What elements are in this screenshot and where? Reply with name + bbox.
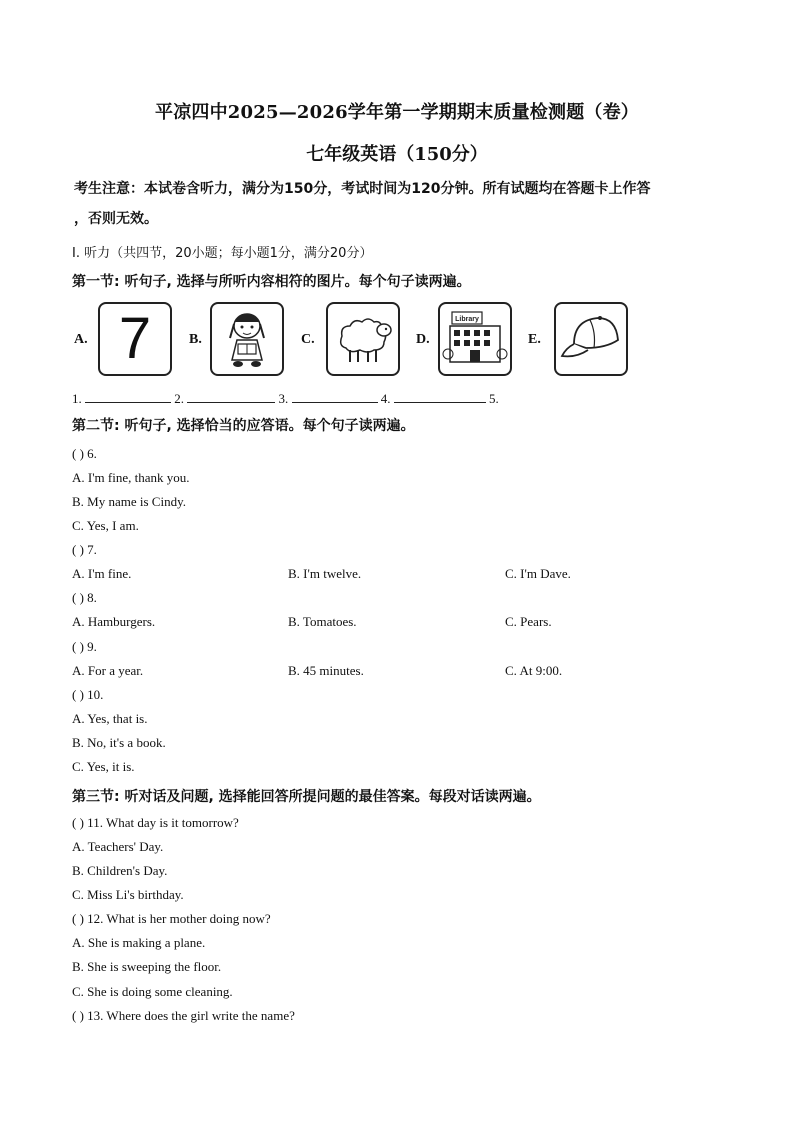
option-9a: A. For a year.: [72, 663, 144, 678]
option-12c: C. She is doing some cleaning.: [72, 984, 233, 999]
option-9c: C. At 9:00.: [505, 663, 563, 678]
option-6b: B. My name is Cindy.: [72, 494, 186, 509]
answer-blank-4[interactable]: [394, 390, 486, 403]
question-number: 7.: [87, 542, 97, 557]
question-12: [72, 911, 271, 927]
answer-blank-1[interactable]: [85, 390, 171, 403]
answer-number-4: 4.: [380, 391, 391, 406]
answer-bracket[interactable]: ( ): [72, 815, 84, 830]
girl-reading-icon: [212, 304, 282, 374]
question-10: [72, 687, 103, 703]
answer-bracket[interactable]: ( ): [72, 1008, 84, 1023]
question-13: [72, 1008, 295, 1024]
option-10c: C. Yes, it is.: [72, 759, 135, 774]
svg-text:Library: Library: [455, 316, 479, 323]
answer-bracket[interactable]: ( ): [72, 542, 84, 557]
answer-bracket[interactable]: ( ): [72, 911, 84, 926]
option-8c: C. Pears.: [505, 614, 552, 629]
question-11: [72, 815, 239, 831]
picture-a: [98, 302, 172, 376]
part1-heading: I. 听力（共四节，20小题；每小题1分，满分20分）: [72, 246, 373, 261]
question-9: [72, 639, 97, 655]
picture-letter-e: E.: [528, 332, 541, 347]
picture-letter-a: A.: [74, 332, 88, 347]
picture-letter-b: B.: [189, 332, 202, 347]
picture-e: [554, 302, 628, 376]
option-6c: C. Yes, I am.: [72, 518, 139, 533]
option-7a: A. I'm fine.: [72, 566, 132, 581]
answer-number-5: 5.: [489, 391, 499, 406]
picture-letter-d: D.: [416, 332, 430, 347]
answer-bracket[interactable]: ( ): [72, 639, 84, 654]
option-10b: B. No, it's a book.: [72, 735, 166, 750]
option-12a: A. She is making a plane.: [72, 935, 206, 950]
answer-bracket[interactable]: ( ): [72, 446, 84, 461]
option-11a: A. Teachers' Day.: [72, 839, 164, 854]
option-11b: B. Children's Day.: [72, 863, 168, 878]
section3-heading: 第三节: 听对话及问题, 选择能回答所提问题的最佳答案。每段对话读两遍。: [72, 789, 541, 805]
question-text: 11. What day is it tomorrow?: [87, 815, 239, 830]
number-seven-icon: 7: [118, 306, 152, 371]
question-7: [72, 542, 97, 558]
section1-heading: 第一节: 听句子, 选择与所听内容相符的图片。每个句子读两遍。: [72, 274, 471, 290]
option-11c: C. Miss Li's birthday.: [72, 887, 184, 902]
library-building-icon: [440, 304, 510, 374]
answer-blank-2[interactable]: [187, 390, 275, 403]
option-12b: B. She is sweeping the floor.: [72, 959, 222, 974]
section2-heading: 第二节: 听句子, 选择恰当的应答语。每个句子读两遍。: [72, 418, 415, 434]
notice-line-2: ，否则无效。: [74, 211, 158, 227]
sheep-icon: [328, 304, 398, 374]
answer-number-1: 1.: [72, 391, 82, 406]
question-number: 10.: [87, 687, 104, 702]
option-7b: B. I'm twelve.: [288, 566, 362, 581]
cap-icon: [556, 304, 626, 374]
question-8: [72, 590, 97, 606]
option-10a: A. Yes, that is.: [72, 711, 148, 726]
option-6a: A. I'm fine, thank you.: [72, 470, 190, 485]
picture-letter-c: C.: [301, 332, 315, 347]
notice-line-1: 考生注意：本试卷含听力，满分为150分，考试时间为120分钟。所有试题均在答题卡上作答: [74, 181, 651, 197]
question-text: 13. Where does the girl write the name?: [87, 1008, 295, 1023]
answer-number-3: 3.: [278, 391, 289, 406]
answer-blank-3[interactable]: [292, 390, 378, 403]
question-text: 12. What is her mother doing now?: [87, 911, 271, 926]
exam-subtitle: 七年级英语（150分）: [306, 144, 488, 165]
picture-c: [326, 302, 400, 376]
answer-bracket[interactable]: ( ): [72, 687, 84, 702]
answer-bracket[interactable]: ( ): [72, 590, 84, 605]
picture-options: [72, 302, 642, 380]
option-8a: A. Hamburgers.: [72, 614, 156, 629]
option-9b: B. 45 minutes.: [288, 663, 364, 678]
question-6: [72, 446, 97, 462]
question-number: 9.: [87, 639, 97, 654]
picture-b: [210, 302, 284, 376]
question-number: 8.: [87, 590, 97, 605]
option-7c: C. I'm Dave.: [505, 566, 571, 581]
answer-number-2: 2.: [174, 391, 184, 406]
option-8b: B. Tomatoes.: [288, 614, 357, 629]
question-number: 6.: [87, 446, 97, 461]
exam-title: 平凉四中2025—2026学年第一学期期末质量检测题（卷）: [155, 102, 639, 123]
section1-answer-blanks: [72, 390, 499, 407]
picture-d: [438, 302, 512, 376]
